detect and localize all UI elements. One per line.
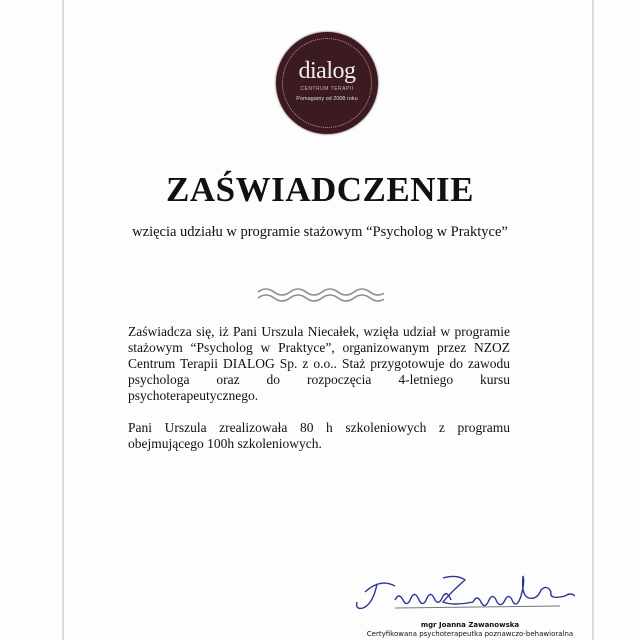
logo-tagline: Pomagamy od 2008 roku	[296, 96, 358, 102]
signatory-name: mgr Joanna Zawanowska	[420, 621, 520, 629]
signatory-role: Certyfikowana psychoterapeutka poznawczo-behawioralna	[366, 630, 574, 638]
body-paragraph: Pani Urszula zrealizowała 80 h szkoleniowych z programu obejmującego 100h szkoleniowych.	[128, 420, 510, 451]
handwritten-signature	[355, 570, 575, 620]
document-title: ZAŚWIADCZENIE	[166, 170, 474, 209]
certificate-body	[128, 324, 510, 468]
wave-ornament-icon	[256, 285, 384, 305]
dialog-logo-seal	[276, 32, 378, 134]
logo-brand: dialog	[298, 58, 356, 84]
document-subtitle: wzięcia udziału w programie stażowym “Psycholog w Praktyce”	[132, 224, 508, 240]
body-paragraph: Zaświadcza się, iż Pani Urszula Niecałek, wzięła udział w programie stażowym “Psycholog w Praktyce”, organizowanym przez NZOZ Centrum Terapii DIALOG Sp. z o.o.. Staż przygotowuje do zawodu psychologa oraz do rozpoczęcia 4-letniego kursu psychoterapeutycznego.	[128, 324, 510, 403]
right-border-line	[592, 0, 594, 640]
left-border-line	[62, 0, 64, 640]
logo-subtitle: CENTRUM TERAPII	[300, 86, 354, 92]
